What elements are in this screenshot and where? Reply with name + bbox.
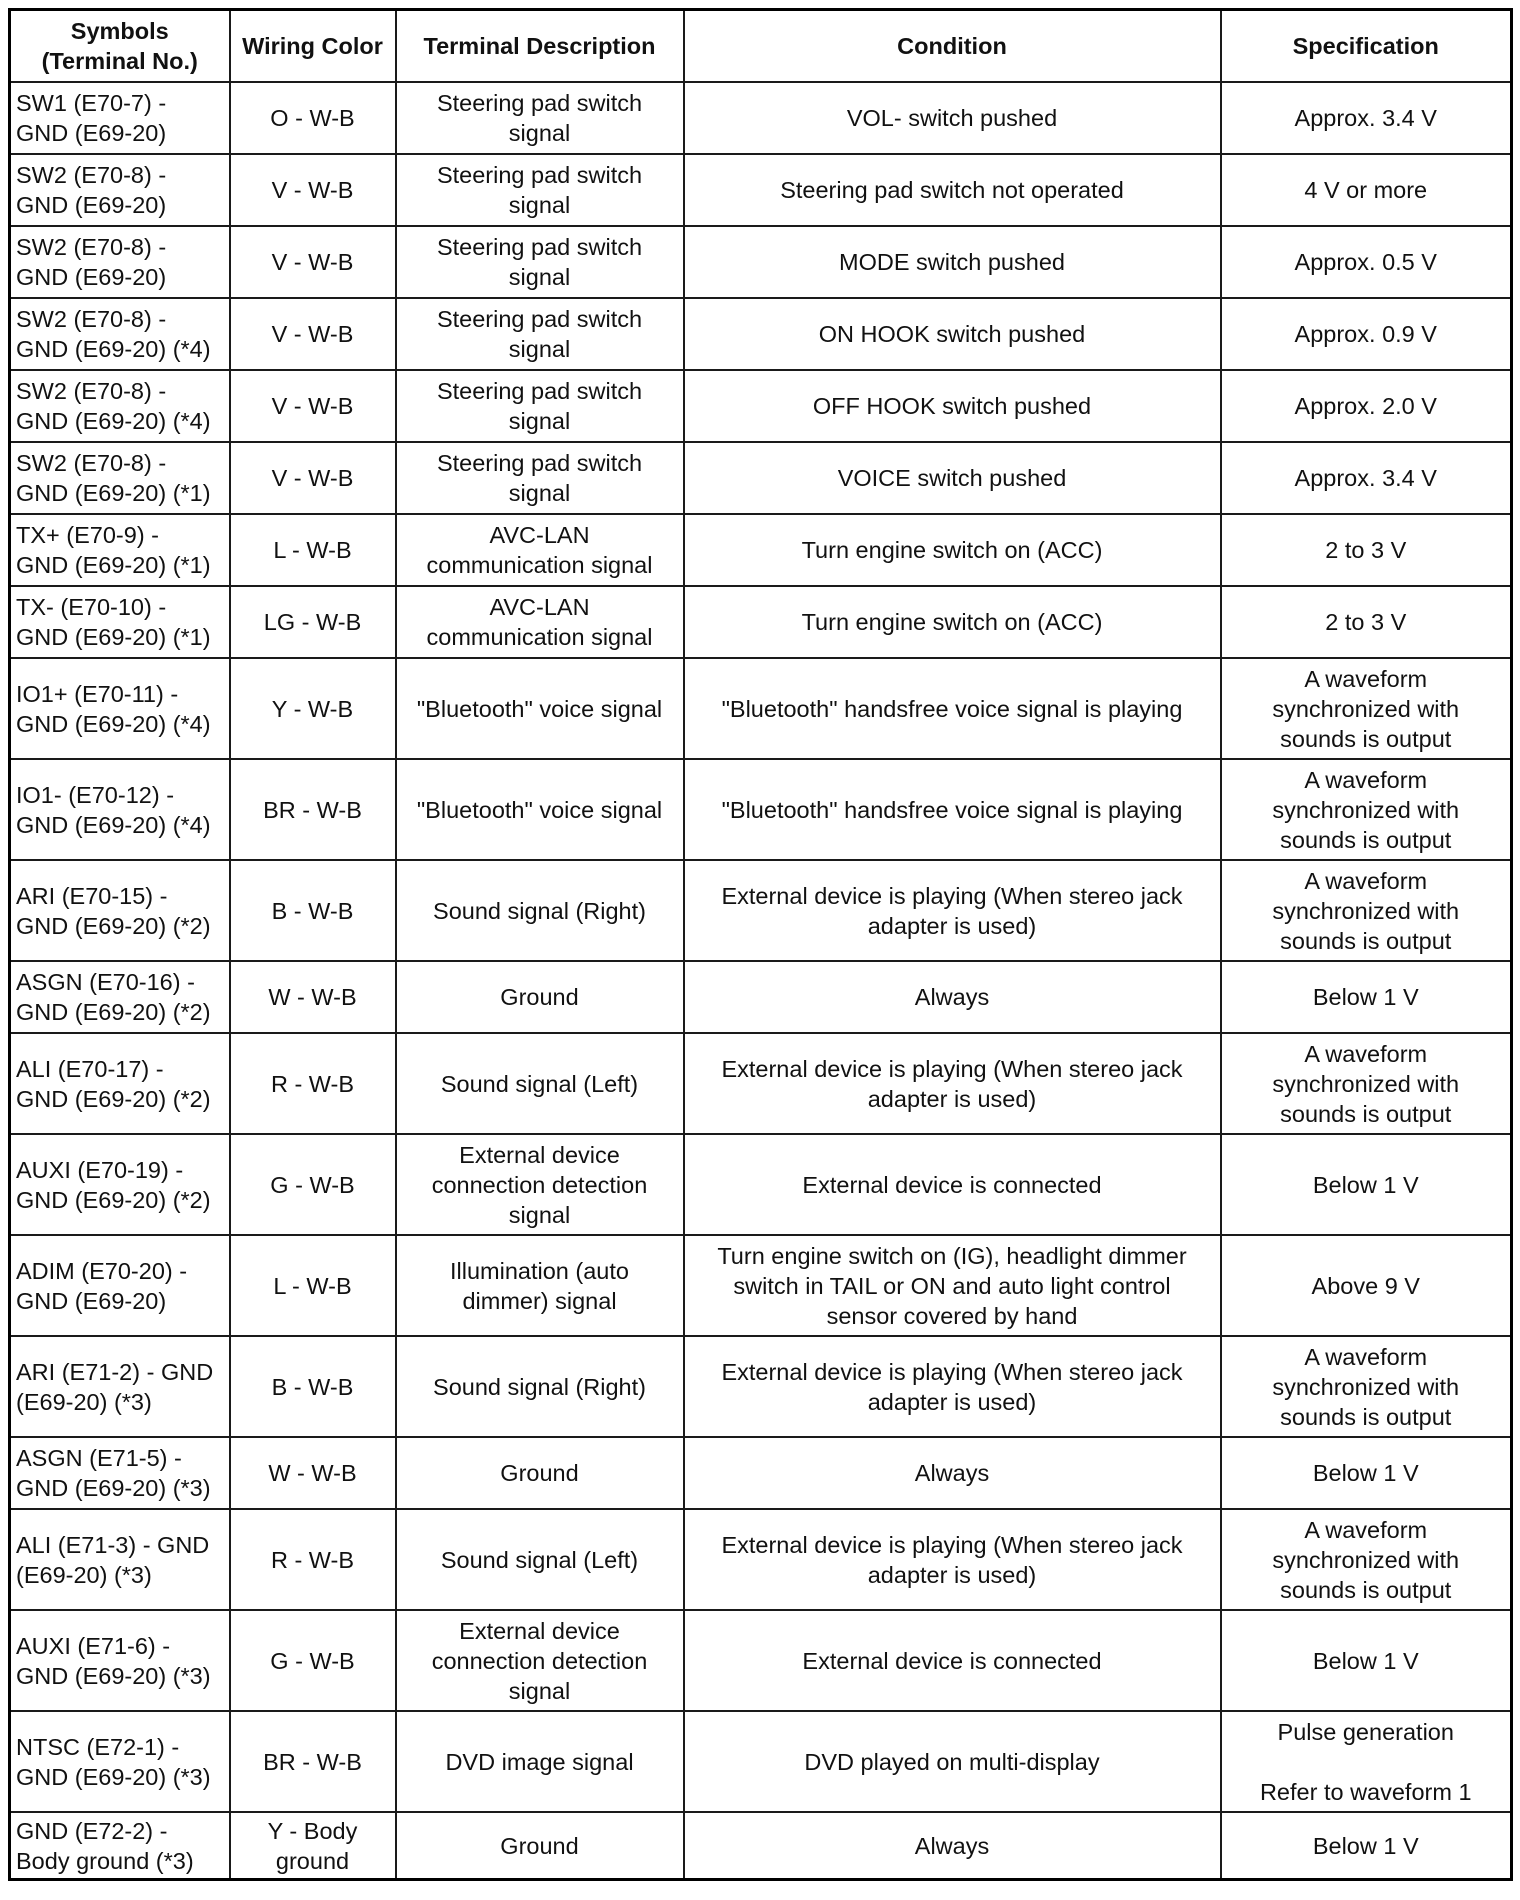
cell-wiring-color: G - W-B [230,1134,396,1235]
table-row [10,1336,1512,1437]
cell-specification: Approx. 0.5 V [1221,226,1512,298]
cell-condition: Always [684,961,1221,1033]
table-row [10,442,1512,514]
cell-symbol: GND (E72-2) - Body ground (*3) [10,1812,230,1880]
table-row [10,154,1512,226]
header-wiring-color: Wiring Color [230,10,396,83]
table-row [10,226,1512,298]
cell-terminal-description: Steering pad switch signal [396,442,684,514]
cell-condition: External device is connected [684,1134,1221,1235]
cell-specification: Approx. 3.4 V [1221,82,1512,154]
header-condition: Condition [684,10,1221,83]
cell-symbol: IO1+ (E70-11) - GND (E69-20) (*4) [10,658,230,759]
cell-symbol: SW2 (E70-8) - GND (E69-20) [10,226,230,298]
table-row [10,1437,1512,1509]
cell-specification: A waveform synchronized with sounds is output [1221,658,1512,759]
cell-symbol: TX+ (E70-9) - GND (E69-20) (*1) [10,514,230,586]
cell-condition: External device is connected [684,1610,1221,1711]
cell-condition: OFF HOOK switch pushed [684,370,1221,442]
cell-specification: 4 V or more [1221,154,1512,226]
cell-wiring-color: BR - W-B [230,1711,396,1812]
cell-condition: DVD played on multi-display [684,1711,1221,1812]
cell-wiring-color: R - W-B [230,1509,396,1610]
cell-specification: Below 1 V [1221,1134,1512,1235]
header-symbols: Symbols (Terminal No.) [10,10,230,83]
cell-specification: Below 1 V [1221,1812,1512,1880]
cell-condition: External device is playing (When stereo jack adapter is used) [684,1033,1221,1134]
table-row [10,961,1512,1033]
cell-wiring-color: G - W-B [230,1610,396,1711]
table-row [10,586,1512,658]
cell-terminal-description: Illumination (auto dimmer) signal [396,1235,684,1336]
cell-wiring-color: Y - W-B [230,658,396,759]
cell-terminal-description: Steering pad switch signal [396,226,684,298]
cell-symbol: SW1 (E70-7) - GND (E69-20) [10,82,230,154]
table-row [10,1711,1512,1812]
cell-condition: Turn engine switch on (IG), headlight dimmer switch in TAIL or ON and auto light control sensor covered by hand [684,1235,1221,1336]
cell-wiring-color: LG - W-B [230,586,396,658]
header-terminal-description: Terminal Description [396,10,684,83]
cell-symbol: ARI (E70-15) - GND (E69-20) (*2) [10,860,230,961]
cell-wiring-color: W - W-B [230,1437,396,1509]
cell-terminal-description: Ground [396,1812,684,1880]
cell-condition: Always [684,1812,1221,1880]
cell-wiring-color: V - W-B [230,154,396,226]
cell-specification: Below 1 V [1221,961,1512,1033]
cell-symbol: TX- (E70-10) - GND (E69-20) (*1) [10,586,230,658]
cell-condition: MODE switch pushed [684,226,1221,298]
cell-terminal-description: Sound signal (Left) [396,1033,684,1134]
cell-wiring-color: W - W-B [230,961,396,1033]
table-row [10,1509,1512,1610]
table-row [10,1134,1512,1235]
cell-terminal-description: "Bluetooth" voice signal [396,759,684,860]
cell-condition: Steering pad switch not operated [684,154,1221,226]
cell-terminal-description: Sound signal (Right) [396,1336,684,1437]
cell-condition: Turn engine switch on (ACC) [684,514,1221,586]
cell-wiring-color: V - W-B [230,298,396,370]
cell-terminal-description: Steering pad switch signal [396,82,684,154]
cell-symbol: AUXI (E71-6) - GND (E69-20) (*3) [10,1610,230,1711]
table-row [10,298,1512,370]
cell-specification: A waveform synchronized with sounds is output [1221,860,1512,961]
cell-wiring-color: B - W-B [230,860,396,961]
cell-specification: 2 to 3 V [1221,514,1512,586]
cell-wiring-color: V - W-B [230,370,396,442]
cell-condition: Always [684,1437,1221,1509]
cell-specification: A waveform synchronized with sounds is output [1221,1033,1512,1134]
cell-terminal-description: Ground [396,1437,684,1509]
cell-specification: Approx. 2.0 V [1221,370,1512,442]
cell-symbol: ASGN (E71-5) - GND (E69-20) (*3) [10,1437,230,1509]
cell-wiring-color: O - W-B [230,82,396,154]
cell-specification: Approx. 3.4 V [1221,442,1512,514]
cell-specification: Pulse generation Refer to waveform 1 [1221,1711,1512,1812]
cell-terminal-description: "Bluetooth" voice signal [396,658,684,759]
cell-condition: External device is playing (When stereo jack adapter is used) [684,1336,1221,1437]
cell-terminal-description: Sound signal (Right) [396,860,684,961]
table-row [10,370,1512,442]
cell-wiring-color: R - W-B [230,1033,396,1134]
cell-wiring-color: L - W-B [230,1235,396,1336]
cell-wiring-color: BR - W-B [230,759,396,860]
cell-specification: 2 to 3 V [1221,586,1512,658]
cell-condition: Turn engine switch on (ACC) [684,586,1221,658]
table-row [10,658,1512,759]
cell-symbol: ARI (E71-2) - GND (E69-20) (*3) [10,1336,230,1437]
cell-condition: VOL- switch pushed [684,82,1221,154]
cell-symbol: ASGN (E70-16) - GND (E69-20) (*2) [10,961,230,1033]
cell-symbol: SW2 (E70-8) - GND (E69-20) [10,154,230,226]
terminal-spec-table-wrapper [8,8,1510,1881]
cell-symbol: NTSC (E72-1) - GND (E69-20) (*3) [10,1711,230,1812]
cell-terminal-description: Sound signal (Left) [396,1509,684,1610]
table-body [10,82,1512,1880]
cell-condition: External device is playing (When stereo jack adapter is used) [684,860,1221,961]
cell-symbol: SW2 (E70-8) - GND (E69-20) (*1) [10,442,230,514]
table-row [10,1610,1512,1711]
cell-specification: Below 1 V [1221,1437,1512,1509]
cell-symbol: SW2 (E70-8) - GND (E69-20) (*4) [10,370,230,442]
table-row [10,514,1512,586]
cell-condition: VOICE switch pushed [684,442,1221,514]
cell-symbol: AUXI (E70-19) - GND (E69-20) (*2) [10,1134,230,1235]
table-row [10,1033,1512,1134]
cell-condition: "Bluetooth" handsfree voice signal is playing [684,658,1221,759]
table-header-row [10,10,1512,83]
cell-terminal-description: AVC-LAN communication signal [396,586,684,658]
cell-terminal-description: Steering pad switch signal [396,370,684,442]
table-row [10,1812,1512,1880]
cell-symbol: ADIM (E70-20) - GND (E69-20) [10,1235,230,1336]
cell-symbol: IO1- (E70-12) - GND (E69-20) (*4) [10,759,230,860]
cell-terminal-description: External device connection detection signal [396,1610,684,1711]
table-row [10,1235,1512,1336]
cell-specification: A waveform synchronized with sounds is output [1221,1509,1512,1610]
cell-terminal-description: Steering pad switch signal [396,298,684,370]
cell-wiring-color: V - W-B [230,226,396,298]
cell-symbol: ALI (E71-3) - GND (E69-20) (*3) [10,1509,230,1610]
cell-symbol: ALI (E70-17) - GND (E69-20) (*2) [10,1033,230,1134]
table-row [10,860,1512,961]
cell-wiring-color: Y - Body ground [230,1812,396,1880]
table-row [10,759,1512,860]
cell-wiring-color: B - W-B [230,1336,396,1437]
cell-terminal-description: DVD image signal [396,1711,684,1812]
cell-specification: A waveform synchronized with sounds is output [1221,759,1512,860]
cell-terminal-description: Steering pad switch signal [396,154,684,226]
cell-wiring-color: V - W-B [230,442,396,514]
cell-specification: A waveform synchronized with sounds is output [1221,1336,1512,1437]
cell-condition: External device is playing (When stereo jack adapter is used) [684,1509,1221,1610]
cell-specification: Above 9 V [1221,1235,1512,1336]
terminal-spec-table [8,8,1513,1881]
cell-condition: ON HOOK switch pushed [684,298,1221,370]
cell-symbol: SW2 (E70-8) - GND (E69-20) (*4) [10,298,230,370]
cell-wiring-color: L - W-B [230,514,396,586]
header-specification: Specification [1221,10,1512,83]
cell-terminal-description: External device connection detection signal [396,1134,684,1235]
cell-terminal-description: Ground [396,961,684,1033]
cell-condition: "Bluetooth" handsfree voice signal is playing [684,759,1221,860]
cell-specification: Approx. 0.9 V [1221,298,1512,370]
cell-terminal-description: AVC-LAN communication signal [396,514,684,586]
cell-specification: Below 1 V [1221,1610,1512,1711]
table-row [10,82,1512,154]
